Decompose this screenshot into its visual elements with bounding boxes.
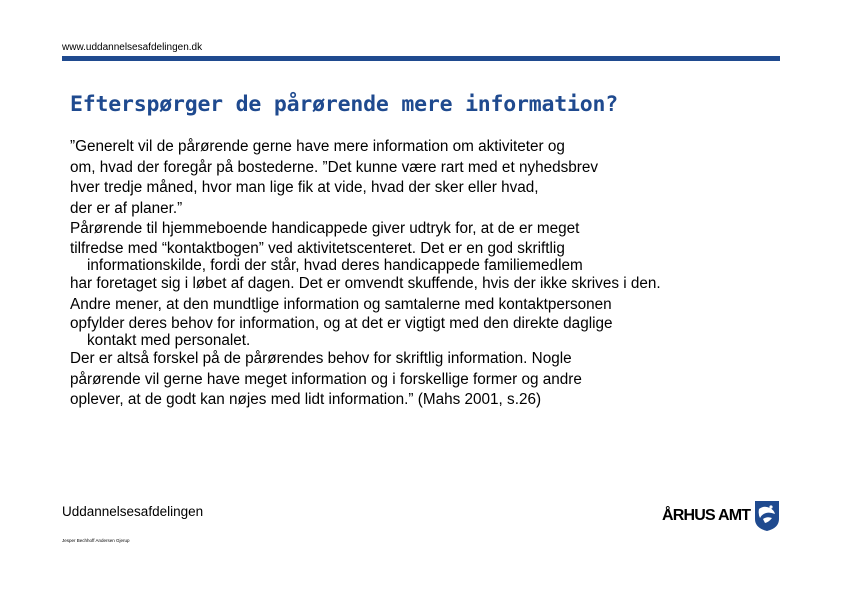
slide-body [70, 137, 790, 411]
footer-author: Jesper Bechhoff Andersen Gjerup [62, 538, 130, 543]
body-line: Der er altså forskel på de pårørendes behov for skriftlig information. Nogle [70, 350, 572, 368]
county-shield-icon [754, 500, 780, 532]
header-url[interactable]: www.uddannelsesafdelingen.dk [62, 42, 203, 53]
body-line: Pårørende til hjemmeboende handicappede giver udtryk for, at de er meget [70, 220, 580, 238]
body-line: kontakt med personalet. [87, 332, 251, 350]
body-line: Andre mener, at den mundtlige information og samtalerne med kontaktpersonen [70, 295, 612, 313]
body-line: om, hvad der foregår på bostederne. ”Det kunne være rart med et nyhedsbrev [70, 158, 599, 176]
body-line: opfylder deres behov for information, og at det er vigtigt med den direkte daglige [70, 315, 613, 333]
body-line: informationskilde, fordi der står, hvad deres handicappede familiemedlem [87, 256, 583, 274]
body-line: oplever, at de godt kan nøjes med lidt information.” (Mahs 2001, s.26) [70, 391, 542, 409]
body-line: tilfredse med “kontaktbogen” ved aktivitetscenteret. Det er en god skriftlig [70, 239, 565, 257]
body-line: har foretaget sig i løbet af dagen. Det er omvendt skuffende, hvis der ikke skrives i den. [70, 274, 661, 292]
slide-title: Efterspørger de pårørende mere information? [70, 92, 618, 117]
body-line: hver tredje måned, hvor man lige fik at vide, hvad der sker eller hvad, [70, 179, 539, 197]
brand-name: ÅRHUS AMT [662, 507, 751, 524]
body-line: pårørende vil gerne have meget information og i forskellige former og andre [70, 370, 582, 388]
header-divider [62, 56, 780, 61]
body-line: der er af planer.” [70, 199, 183, 217]
body-line: ”Generelt vil de pårørende gerne have mere information om aktiviteter og [70, 138, 565, 155]
footer-department: Uddannelsesafdelingen [62, 504, 204, 519]
brand-logo [662, 500, 780, 532]
